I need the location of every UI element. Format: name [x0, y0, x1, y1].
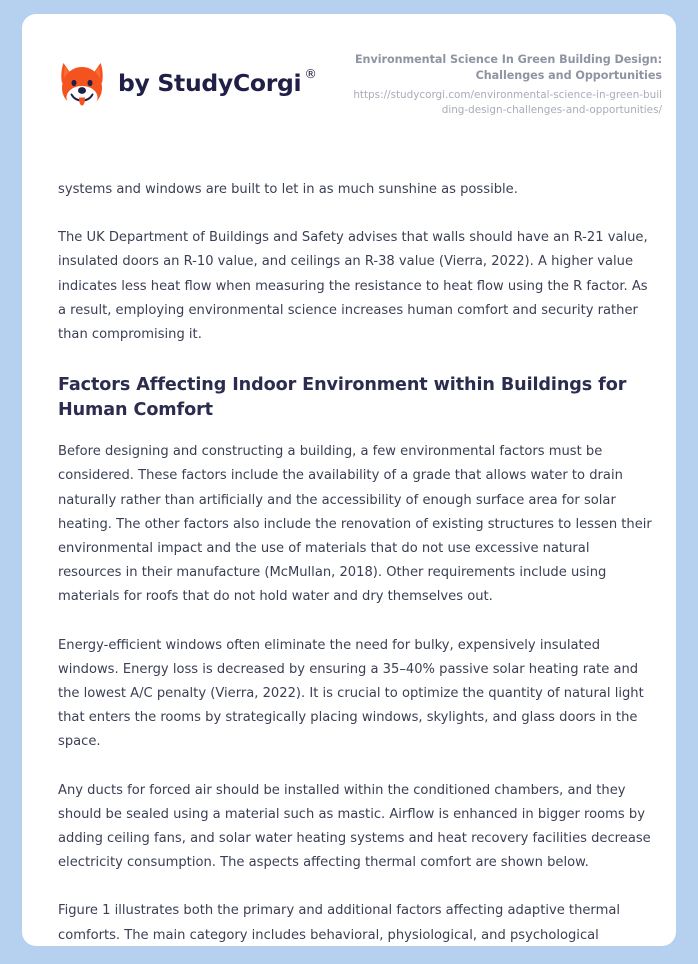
corgi-head-icon: [58, 59, 106, 109]
paragraph: Figure 1 illustrates both the primary and additional factors affecting adaptive thermal comforts. The main category includes behavioral, physiological, and psychological: [58, 903, 620, 943]
paragraph: The UK Department of Buildings and Safety advises that walls should have an R-21 value, insulated doors an R-10 value, and ceilings an R-38 value (Vierra, 2022). A higher value indicates less heat flow when measuring the resistance to heat flow using the R factor. As a result, employing environmental science increases human comfort and security rather than compromising it.: [58, 230, 648, 343]
header-source-url[interactable]: https://studycorgi.com/environmental-science-in-green-building-design-challenges-and-opportunities/: [353, 89, 662, 116]
brand-logo-group: [58, 59, 317, 109]
brand-name-text: by StudyCorgi: [118, 69, 302, 98]
section-heading: Factors Affecting Indoor Environment within Buildings for Human Comfort: [58, 375, 627, 420]
header-article-title: Environmental Science In Green Building Design: Challenges and Opportunities: [354, 53, 662, 83]
document-content: [58, 178, 654, 946]
document-page: [22, 14, 676, 946]
paragraph: Before designing and constructing a building, a few environmental factors must be considered. These factors include the availability of a grade that allows water to drain naturally rather than artificially and the accessibility of enough surface area for solar heating. The other factors also include the renovation of existing structures to lessen their environmental impact and the use of materials that do not use excessive natural resources in their manufacture (McMullan, 2018). Other requirements include using materials for roofs that do not hold water and dry themselves out.: [58, 444, 652, 605]
document-header: [22, 14, 676, 154]
brand-wordmark: [118, 66, 317, 98]
paragraph: Energy-efficient windows often eliminate the need for bulky, expensively insulated windows. Energy loss is decreased by ensuring a 35–40% passive solar heating rate and the lowest A/C penalty (Vierra, 2022). It is crucial to optimize the quantity of natural light that enters the rooms by strategically placing windows, skylights, and glass doors in the space.: [58, 637, 644, 750]
paragraph: Any ducts for forced air should be installed within the conditioned chambers, and they should be sealed using a material such as mastic. Airflow is enhanced in bigger rooms by adding ceiling fans, and solar water heating systems and heat recovery facilities decrease electricity consumption. The aspects affecting thermal comfort are shown below.: [58, 782, 651, 871]
header-document-meta: [352, 50, 662, 117]
registered-trademark-icon: ®: [304, 66, 317, 82]
paragraph: systems and windows are built to let in as much sunshine as possible.: [58, 182, 518, 197]
